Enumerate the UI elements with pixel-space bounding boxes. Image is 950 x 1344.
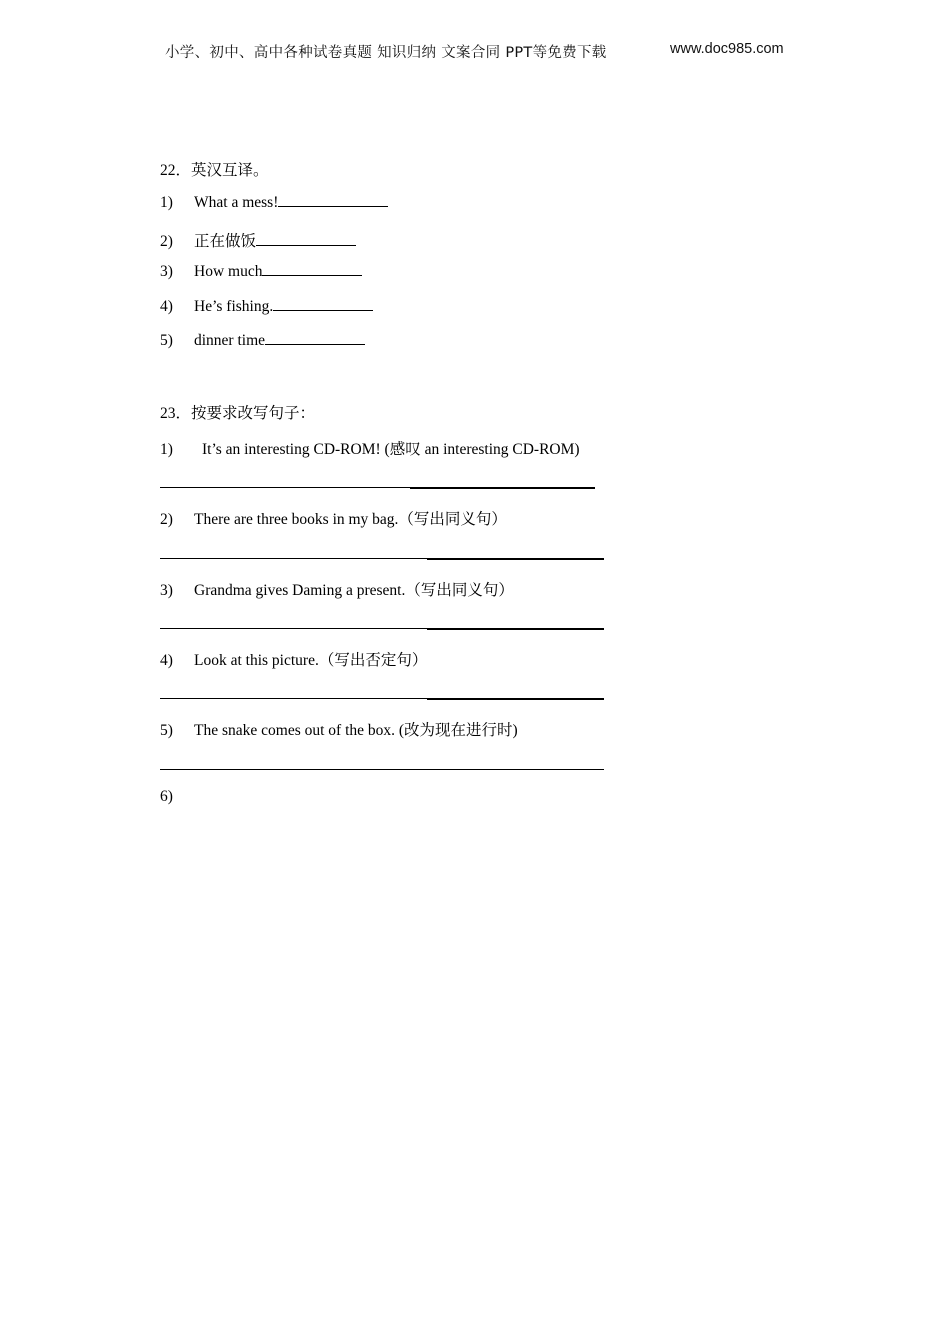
q23-item-3-num: 3) <box>160 582 173 599</box>
q23-item-1-answer-line[interactable] <box>160 487 410 488</box>
q22-item-3-num: 3) <box>160 263 173 280</box>
q23-title: 23．按要求改写句子： <box>160 405 316 422</box>
q23-item-4-answer-line-b[interactable] <box>427 698 604 700</box>
q22-item-2-blank[interactable] <box>256 233 356 246</box>
q23-item-5-answer-line[interactable] <box>160 769 604 770</box>
q23-item-2-answer-line[interactable] <box>160 558 428 559</box>
page-header <box>0 38 950 64</box>
q23-item-6-num: 6) <box>160 788 173 805</box>
header-url[interactable]: www.doc985.com <box>670 41 784 57</box>
q23-item-5-num: 5) <box>160 722 173 739</box>
q22-item-1 <box>160 194 388 212</box>
q23-item-3-text: Grandma gives Daming a present.（写出同义句） <box>194 582 514 599</box>
q22-item-4-num: 4) <box>160 298 173 315</box>
q22-item-5-blank[interactable] <box>265 332 365 345</box>
q23-item-3-answer-line[interactable] <box>160 628 428 629</box>
q22-item-5-num: 5) <box>160 332 173 349</box>
q22-item-3-blank[interactable] <box>262 263 362 276</box>
q23-item-4-answer-line[interactable] <box>160 698 428 699</box>
q22-item-1-text: What a mess! <box>194 194 279 211</box>
q22-item-5 <box>160 332 365 350</box>
q22-item-4-blank[interactable] <box>273 298 373 311</box>
q22-item-5-text: dinner time <box>194 332 266 349</box>
q22-item-4 <box>160 298 373 316</box>
q23-item-5-text: The snake comes out of the box. (改为现在进行时) <box>194 722 518 739</box>
q23-item-2-text: There are three books in my bag.（写出同义句） <box>194 511 507 528</box>
q22-item-3 <box>160 263 362 281</box>
q23-item-4-num: 4) <box>160 652 173 669</box>
q23-item-2-answer-line-b[interactable] <box>427 558 604 560</box>
q22-item-1-blank[interactable] <box>278 194 388 207</box>
q23-item-1 <box>160 437 580 459</box>
header-text: 小学、初中、高中各种试卷真题 知识归纳 文案合同 PPT等免费下载 <box>165 45 607 61</box>
q23-item-2-num: 2) <box>160 511 173 528</box>
q23-item-4-text: Look at this picture.（写出否定句） <box>194 652 428 669</box>
q23-item-6 <box>160 788 194 806</box>
q22-item-1-num: 1) <box>160 194 173 211</box>
q23-item-1-num: 1) <box>160 441 173 458</box>
q22-item-2-text: 正在做饭 <box>194 233 257 250</box>
q23-item-1-answer-line-b[interactable] <box>410 487 595 489</box>
q22-item-4-text: He’s fishing. <box>194 298 274 315</box>
q22-title: 22．英汉互译。 <box>160 162 269 179</box>
q23-item-2 <box>160 507 507 529</box>
q22-item-3-text: How much <box>194 263 263 280</box>
q23-item-3 <box>160 578 514 600</box>
q23-item-5 <box>160 718 518 740</box>
q22-item-2 <box>160 229 356 251</box>
q22-item-2-num: 2) <box>160 233 173 250</box>
q23-item-1-text: It’s an interesting CD-ROM! (感叹 an interesting CD-ROM) <box>202 441 580 458</box>
q23-item-3-answer-line-b[interactable] <box>427 628 604 630</box>
q23-item-4 <box>160 648 427 670</box>
